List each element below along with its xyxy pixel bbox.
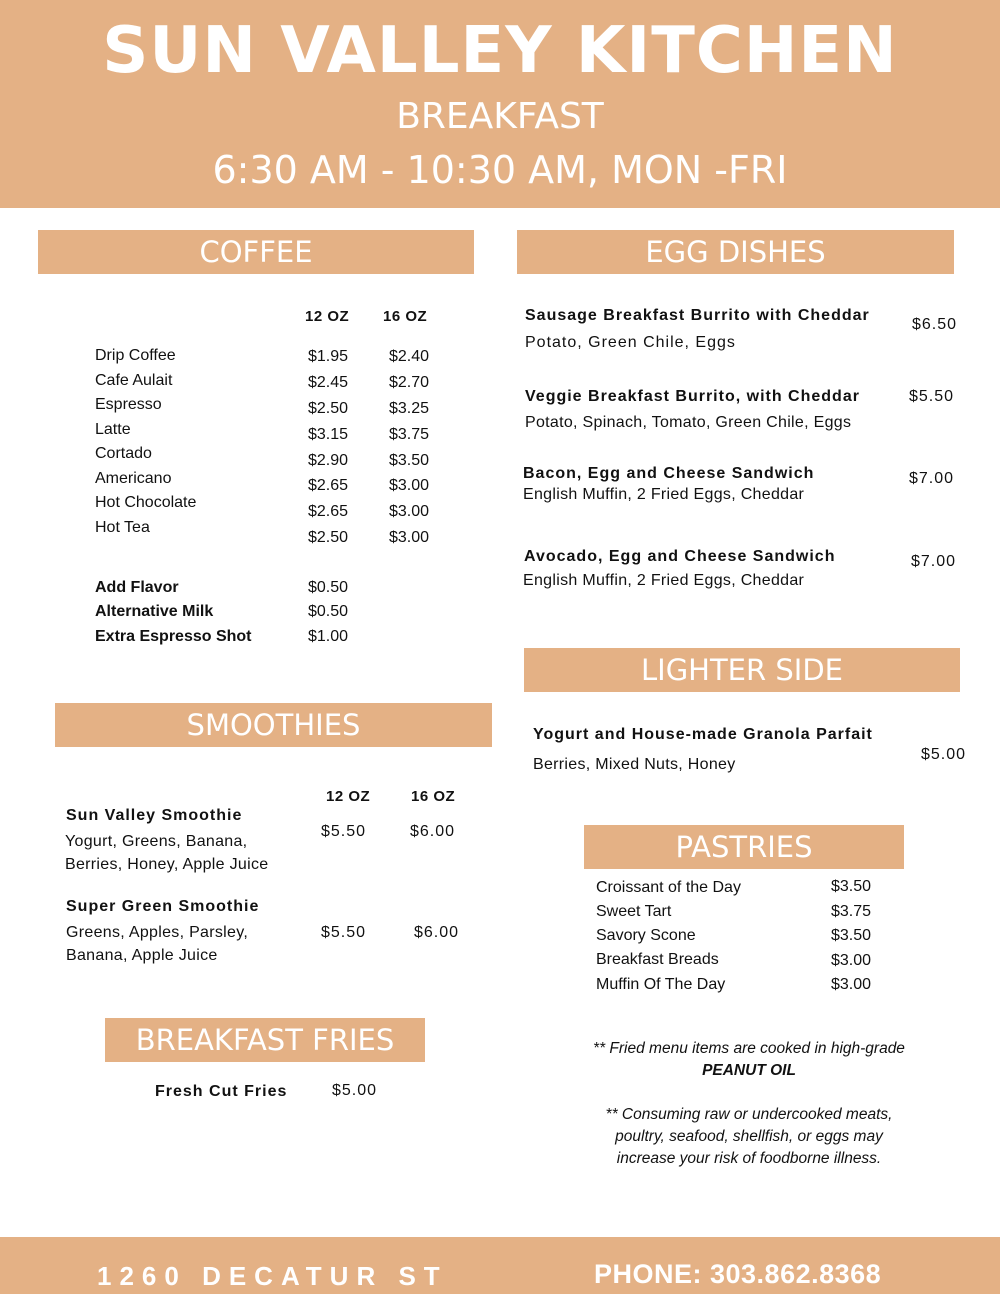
smoothies-heading: SMOOTHIES (55, 703, 492, 747)
coffee-extra-price: $1.00 (308, 628, 349, 645)
smoothies-col-12oz: 12 OZ (326, 788, 371, 805)
smoothie-name: Super Green Smoothie (66, 898, 260, 915)
pastry-price: $3.75 (831, 903, 872, 920)
coffee-price-16oz: $2.70 (389, 374, 430, 391)
egg-dish-desc: Potato, Spinach, Tomato, Green Chile, Eggs (525, 414, 852, 431)
egg-dish-price: $6.50 (912, 316, 958, 333)
menu-hours: 6:30 AM - 10:30 AM, MON -FRI (212, 148, 788, 192)
smoothie-desc: Banana, Apple Juice (66, 947, 218, 964)
egg-dish-desc: English Muffin, 2 Fried Eggs, Cheddar (523, 486, 805, 503)
egg-dish-name: Sausage Breakfast Burrito with Cheddar (525, 307, 870, 324)
egg-dish-price: $5.50 (909, 388, 955, 405)
egg-dish-name: Veggie Breakfast Burrito, with Cheddar (525, 388, 860, 405)
egg-dish-name: Bacon, Egg and Cheese Sandwich (523, 465, 815, 482)
coffee-heading: COFFEE (38, 230, 474, 274)
lighter-item-desc: Berries, Mixed Nuts, Honey (533, 756, 736, 773)
fried-oil-note (549, 1038, 949, 1082)
smoothies-col-16oz: 16 OZ (411, 788, 456, 805)
coffee-price-12oz: $3.15 (308, 426, 349, 443)
pastry-price: $3.50 (831, 878, 872, 895)
raw-food-warning (549, 1104, 949, 1170)
smoothie-price-12oz: $5.50 (321, 823, 367, 840)
pastry-price: $3.50 (831, 927, 872, 944)
egg-dish-desc: English Muffin, 2 Fried Eggs, Cheddar (523, 572, 805, 589)
coffee-price-12oz: $2.65 (308, 477, 349, 494)
coffee-price-12oz: $1.95 (308, 348, 349, 365)
coffee-col-16oz: 16 OZ (383, 308, 428, 325)
coffee-extra-name: Extra Espresso Shot (95, 628, 252, 645)
pastries-heading: PASTRIES (584, 825, 904, 869)
coffee-extra-price: $0.50 (308, 579, 349, 596)
coffee-price-12oz: $2.65 (308, 503, 349, 520)
coffee-item-name: Cafe Aulait (95, 372, 173, 389)
fries-heading: BREAKFAST FRIES (105, 1018, 425, 1062)
smoothie-price-16oz: $6.00 (414, 924, 460, 941)
coffee-item-name: Americano (95, 470, 172, 487)
menu-footer (0, 1237, 1000, 1294)
coffee-price-16oz: $2.40 (389, 348, 430, 365)
pastry-name: Croissant of the Day (596, 879, 741, 896)
menu-header (0, 0, 1000, 208)
coffee-price-12oz: $2.50 (308, 529, 349, 546)
coffee-extra-price: $0.50 (308, 603, 349, 620)
coffee-price-12oz: $2.50 (308, 400, 349, 417)
smoothie-desc: Berries, Honey, Apple Juice (65, 856, 269, 873)
egg-dish-price: $7.00 (911, 553, 957, 570)
pastry-price: $3.00 (831, 976, 872, 993)
coffee-price-16oz: $3.00 (389, 477, 430, 494)
coffee-price-16oz: $3.75 (389, 426, 430, 443)
smoothie-desc: Greens, Apples, Parsley, (66, 924, 249, 941)
pastry-name: Muffin Of The Day (596, 976, 726, 993)
smoothie-desc: Yogurt, Greens, Banana, (65, 833, 248, 850)
coffee-item-name: Espresso (95, 396, 162, 413)
menu-subtitle: BREAKFAST (396, 96, 604, 137)
coffee-extra-name: Add Flavor (95, 579, 179, 596)
smoothie-name: Sun Valley Smoothie (66, 807, 243, 824)
restaurant-title: SUN VALLEY KITCHEN (102, 14, 898, 88)
coffee-price-16oz: $3.00 (389, 503, 430, 520)
coffee-col-12oz: 12 OZ (305, 308, 350, 325)
egg-dish-name: Avocado, Egg and Cheese Sandwich (524, 548, 836, 565)
coffee-price-16oz: $3.25 (389, 400, 430, 417)
coffee-item-name: Hot Chocolate (95, 494, 197, 511)
coffee-price-16oz: $3.00 (389, 529, 430, 546)
coffee-price-12oz: $2.45 (308, 374, 349, 391)
phone-number: PHONE: 303.862.8368 (594, 1259, 882, 1289)
pastry-name: Breakfast Breads (596, 951, 719, 968)
pastry-price: $3.00 (831, 952, 872, 969)
coffee-price-12oz: $2.90 (308, 452, 349, 469)
smoothie-price-12oz: $5.50 (321, 924, 367, 941)
lighter-side-heading: LIGHTER SIDE (524, 648, 960, 692)
egg-dish-price: $7.00 (909, 470, 955, 487)
egg-dishes-heading: EGG DISHES (517, 230, 954, 274)
warning-line: increase your risk of foodborne illness. (616, 1150, 882, 1167)
coffee-item-name: Hot Tea (95, 519, 150, 536)
warning-line: poultry, seafood, shellfish, or eggs may (615, 1128, 883, 1145)
pastry-name: Savory Scone (596, 927, 696, 944)
coffee-item-name: Drip Coffee (95, 347, 176, 364)
egg-dish-desc: Potato, Green Chile, Eggs (525, 334, 736, 351)
address: 1260 DECATUR ST (97, 1261, 448, 1291)
warning-line: ** Consuming raw or undercooked meats, (605, 1106, 893, 1123)
pastry-name: Sweet Tart (596, 903, 672, 920)
coffee-price-16oz: $3.50 (389, 452, 430, 469)
fries-price: $5.00 (332, 1082, 378, 1099)
coffee-item-name: Latte (95, 421, 131, 438)
smoothie-price-16oz: $6.00 (410, 823, 456, 840)
fries-name: Fresh Cut Fries (155, 1083, 288, 1100)
fried-note-line: ** Fried menu items are cooked in high-grade (593, 1040, 905, 1057)
coffee-extra-name: Alternative Milk (95, 603, 214, 620)
peanut-oil-label: PEANUT OIL (702, 1062, 796, 1079)
coffee-item-name: Cortado (95, 445, 152, 462)
lighter-item-name: Yogurt and House-made Granola Parfait (533, 726, 873, 743)
lighter-item-price: $5.00 (921, 746, 967, 763)
